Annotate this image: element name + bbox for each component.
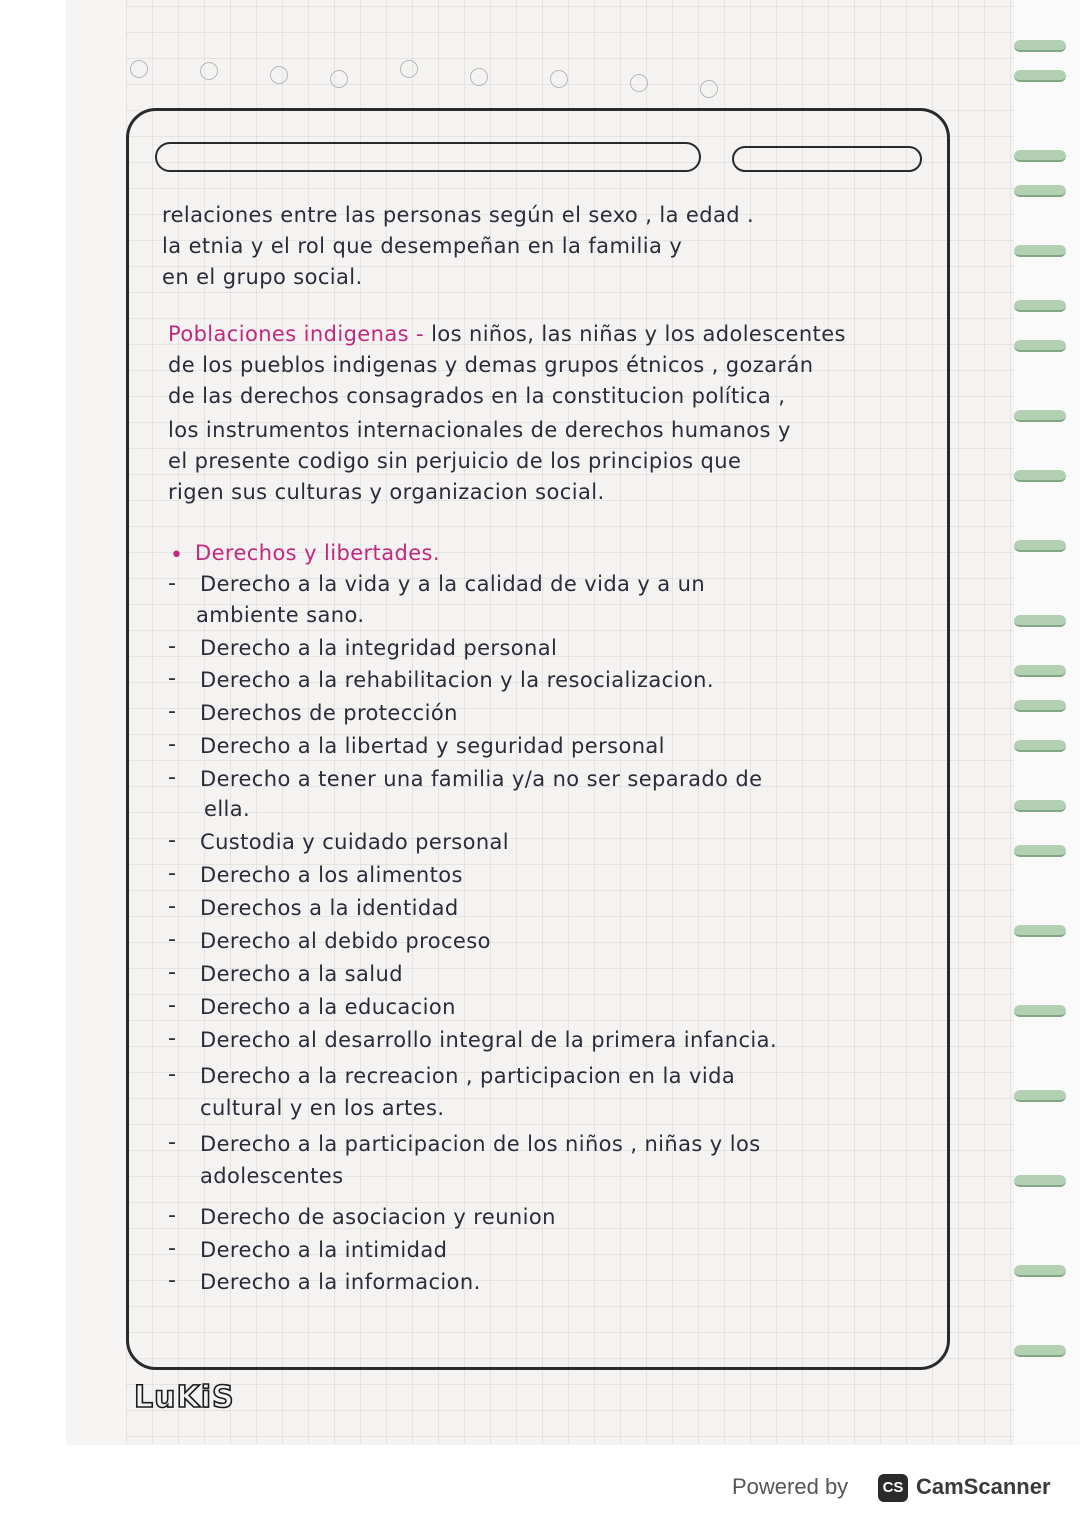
doodle-icon <box>400 60 418 78</box>
doodle-icon <box>630 74 648 92</box>
binding-ring <box>1014 1345 1066 1357</box>
dash-icon: - <box>168 634 176 659</box>
binding-ring <box>1014 800 1066 812</box>
derecho-item: Derecho a los alimentos <box>200 863 463 887</box>
binding-ring <box>1014 300 1066 312</box>
binding-ring <box>1014 540 1066 552</box>
derecho-item: ella. <box>204 797 251 821</box>
binding-ring <box>1014 845 1066 857</box>
bullet-icon: • <box>170 543 183 568</box>
doodle-icon <box>470 68 488 86</box>
dash-icon: - <box>168 1130 176 1155</box>
derecho-item: Derechos de protección <box>200 701 458 725</box>
indigenas-line: rigen sus culturas y organizacion social. <box>168 480 605 504</box>
derecho-item: Derecho a la recreacion , participacion en la vida <box>200 1064 736 1088</box>
binding-ring <box>1014 150 1066 162</box>
indigenas-line: los niños, las niñas y los adolescentes <box>424 322 846 346</box>
header-doodles <box>130 50 750 100</box>
title-box <box>155 142 701 172</box>
dash-icon: - <box>168 894 176 919</box>
derecho-item: Derecho de asociacion y reunion <box>200 1205 556 1229</box>
derecho-item: Derecho a la integridad personal <box>200 636 558 660</box>
derecho-item: Custodia y cuidado personal <box>200 830 510 854</box>
derecho-item: Derecho a la libertad y seguridad personal <box>200 734 665 758</box>
binding-ring <box>1014 1265 1066 1277</box>
binding-ring <box>1014 1090 1066 1102</box>
derecho-item: Derecho a la educacion <box>200 995 456 1019</box>
binding-ring <box>1014 70 1066 82</box>
spiral-binding <box>1014 0 1080 1445</box>
dash-icon: - <box>168 993 176 1018</box>
derecho-item: Derecho a la informacion. <box>200 1270 481 1294</box>
doodle-icon <box>330 70 348 88</box>
binding-ring <box>1014 410 1066 422</box>
binding-ring <box>1014 40 1066 52</box>
doodle-icon <box>130 60 148 78</box>
dash-icon: - <box>168 1268 176 1293</box>
doodle-icon <box>550 70 568 88</box>
dash-icon: - <box>168 1203 176 1228</box>
dash-icon: - <box>168 960 176 985</box>
doodle-icon <box>270 66 288 84</box>
indigenas-first-line <box>168 322 846 346</box>
page-margin <box>66 0 126 1445</box>
date-box <box>732 146 922 172</box>
doodle-icon <box>700 80 718 98</box>
derecho-item: cultural y en los artes. <box>200 1096 445 1120</box>
binding-ring <box>1014 925 1066 937</box>
dash-icon: - <box>168 699 176 724</box>
derecho-item: Derechos a la identidad <box>200 896 459 920</box>
derecho-item: Derecho a tener una familia y/a no ser separado de <box>200 767 763 791</box>
binding-ring <box>1014 245 1066 257</box>
dash-icon: - <box>168 1236 176 1261</box>
dash-icon: - <box>168 732 176 757</box>
binding-ring <box>1014 1005 1066 1017</box>
derecho-item: Derecho a la participacion de los niños , niñas y los <box>200 1132 761 1156</box>
dash-icon: - <box>168 828 176 853</box>
dash-icon: - <box>168 765 176 790</box>
binding-ring <box>1014 1175 1066 1187</box>
derecho-item: adolescentes <box>200 1164 344 1188</box>
dash-icon: - <box>168 927 176 952</box>
dash-icon: - <box>168 666 176 691</box>
derecho-item: Derecho a la intimidad <box>200 1238 448 1262</box>
intro-line: la etnia y el rol que desempeñan en la familia y <box>162 234 683 258</box>
dash-icon: - <box>168 861 176 886</box>
indigenas-line: de las derechos consagrados en la constitucion política , <box>168 384 786 408</box>
binding-ring <box>1014 340 1066 352</box>
binding-ring <box>1014 740 1066 752</box>
binding-ring <box>1014 700 1066 712</box>
binding-ring <box>1014 615 1066 627</box>
derecho-item: Derecho al debido proceso <box>200 929 491 953</box>
doodle-icon <box>200 62 218 80</box>
intro-line: en el grupo social. <box>162 265 363 289</box>
derecho-item: Derecho a la vida y a la calidad de vida y a un <box>200 572 706 596</box>
camscanner-logo-icon: CS <box>878 1474 908 1502</box>
intro-line: relaciones entre las personas según el sexo , la edad . <box>162 203 755 227</box>
powered-by-label: Powered by <box>732 1474 849 1499</box>
derecho-item: Derecho al desarrollo integral de la primera infancia. <box>200 1028 778 1052</box>
dash-icon: - <box>168 1026 176 1051</box>
signature: LuKiS <box>134 1380 235 1415</box>
binding-ring <box>1014 185 1066 197</box>
binding-ring <box>1014 665 1066 677</box>
dash-icon: - <box>168 1062 176 1087</box>
derecho-item: ambiente sano. <box>196 603 365 627</box>
derecho-item: Derecho a la salud <box>200 962 403 986</box>
dash-icon: - <box>168 571 176 596</box>
derechos-heading: Derechos y libertades. <box>195 541 440 565</box>
derecho-item: Derecho a la rehabilitacion y la resocializacion. <box>200 668 714 692</box>
binding-ring <box>1014 470 1066 482</box>
indigenas-line: el presente codigo sin perjuicio de los principios que <box>168 449 742 473</box>
indigenas-heading: Poblaciones indigenas - <box>168 322 425 346</box>
indigenas-line: de los pueblos indigenas y demas grupos étnicos , gozarán <box>168 353 814 377</box>
indigenas-line: los instrumentos internacionales de derechos humanos y <box>168 418 791 442</box>
camscanner-brand: CamScanner <box>916 1474 1051 1499</box>
